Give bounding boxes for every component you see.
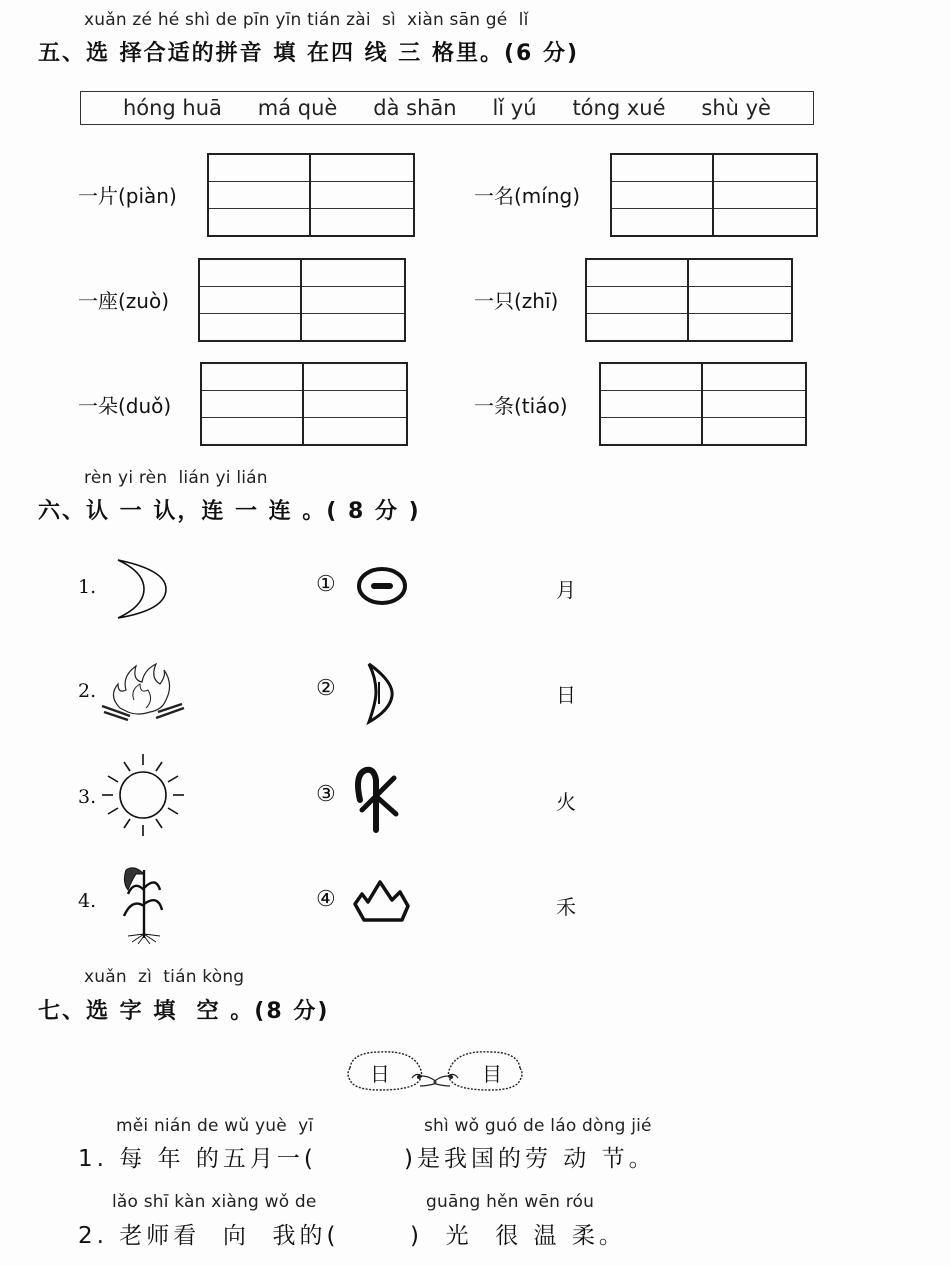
picture-number: 3. xyxy=(78,786,97,808)
picture-number: 4. xyxy=(78,890,97,912)
four-line-grid-ming[interactable] xyxy=(610,153,818,237)
moon-picture-icon[interactable] xyxy=(114,556,174,622)
option-char-ri: 日 xyxy=(370,1062,390,1086)
word-bank-item: shù yè xyxy=(701,96,771,120)
oracle-fire-glyph-icon[interactable] xyxy=(352,878,412,924)
glyph-number: ④ xyxy=(316,887,336,912)
sentence2-text-b: ) 光 很 温 柔。 xyxy=(410,1223,626,1249)
word-bank-item: dà shān xyxy=(373,96,457,120)
sentence2-pinyin-a: lǎo shī kàn xiàng wǒ de xyxy=(112,1192,317,1212)
four-line-grid-duo[interactable] xyxy=(200,362,408,446)
section7-pinyin: xuǎn zì tián kòng xyxy=(84,967,245,987)
picture-number: 2. xyxy=(78,680,97,702)
measure-label-ming: 一名(míng) xyxy=(474,184,581,208)
four-line-grid-pian[interactable] xyxy=(207,153,415,237)
sentence2-pinyin-b: guāng hěn wēn róu xyxy=(426,1192,595,1212)
sentence2-text-a: 2. 老师看 向 我的( xyxy=(78,1223,340,1249)
modern-char[interactable]: 禾 xyxy=(556,895,576,919)
section5-title: 五、选 择合适的拼音 填 在四 线 三 格里。(6 分) xyxy=(38,41,580,66)
four-line-grid-zhi[interactable] xyxy=(585,258,793,342)
modern-char[interactable]: 日 xyxy=(556,683,576,707)
sun-picture-icon[interactable] xyxy=(98,752,188,838)
fire-picture-icon[interactable] xyxy=(100,660,188,722)
oracle-grain-glyph-icon[interactable] xyxy=(352,764,402,832)
word-bank-item: tóng xué xyxy=(572,96,666,120)
measure-label-tiao: 一条(tiáo) xyxy=(474,394,568,418)
measure-label-pian: 一片(piàn) xyxy=(78,184,177,208)
modern-char[interactable]: 月 xyxy=(556,578,576,602)
sentence1-pinyin-b: shì wǒ guó de láo dòng jié xyxy=(424,1116,652,1136)
word-bank-item: hóng huā xyxy=(122,96,222,120)
sentence1-blank[interactable] xyxy=(340,1140,402,1168)
measure-label-duo: 一朵(duǒ) xyxy=(78,394,172,418)
four-line-grid-zuo[interactable] xyxy=(198,258,406,342)
oracle-sun-glyph-icon[interactable] xyxy=(356,566,408,606)
grain-plant-picture-icon[interactable] xyxy=(114,860,174,944)
word-bank xyxy=(80,91,814,125)
section7-title: 七、选 字 填 空 。(8 分) xyxy=(38,999,330,1024)
sentence1-pinyin-a: měi nián de wǔ yuè yī xyxy=(116,1116,314,1136)
four-line-grid-tiao[interactable] xyxy=(599,362,807,446)
section6-title: 六、认 一 认，连 一 连 。( 8 分 ) xyxy=(38,499,421,524)
modern-char[interactable]: 火 xyxy=(556,790,576,814)
sentence1-text-a: 1. 每 年 的五月一( xyxy=(78,1146,317,1172)
word-bank-item: má què xyxy=(257,96,338,120)
glyph-number: ② xyxy=(316,676,336,701)
picture-number: 1. xyxy=(78,576,97,598)
glyph-number: ③ xyxy=(316,782,336,807)
oracle-moon-glyph-icon[interactable] xyxy=(366,662,396,724)
option-char-mu: 目 xyxy=(482,1062,502,1086)
sentence2-blank[interactable] xyxy=(346,1217,408,1245)
section5-pinyin: xuǎn zé hé shì de pīn yīn tián zài sì xiàn sān gé lǐ xyxy=(84,10,529,30)
word-bank-item: lǐ yú xyxy=(492,96,537,120)
section6-pinyin: rèn yi rèn lián yi lián xyxy=(84,468,268,488)
measure-label-zhi: 一只(zhī) xyxy=(474,289,559,313)
measure-label-zuo: 一座(zuò) xyxy=(78,289,170,313)
sentence1-text-b: )是我国的劳 动 节。 xyxy=(404,1146,656,1172)
glyph-number: ① xyxy=(316,572,336,597)
